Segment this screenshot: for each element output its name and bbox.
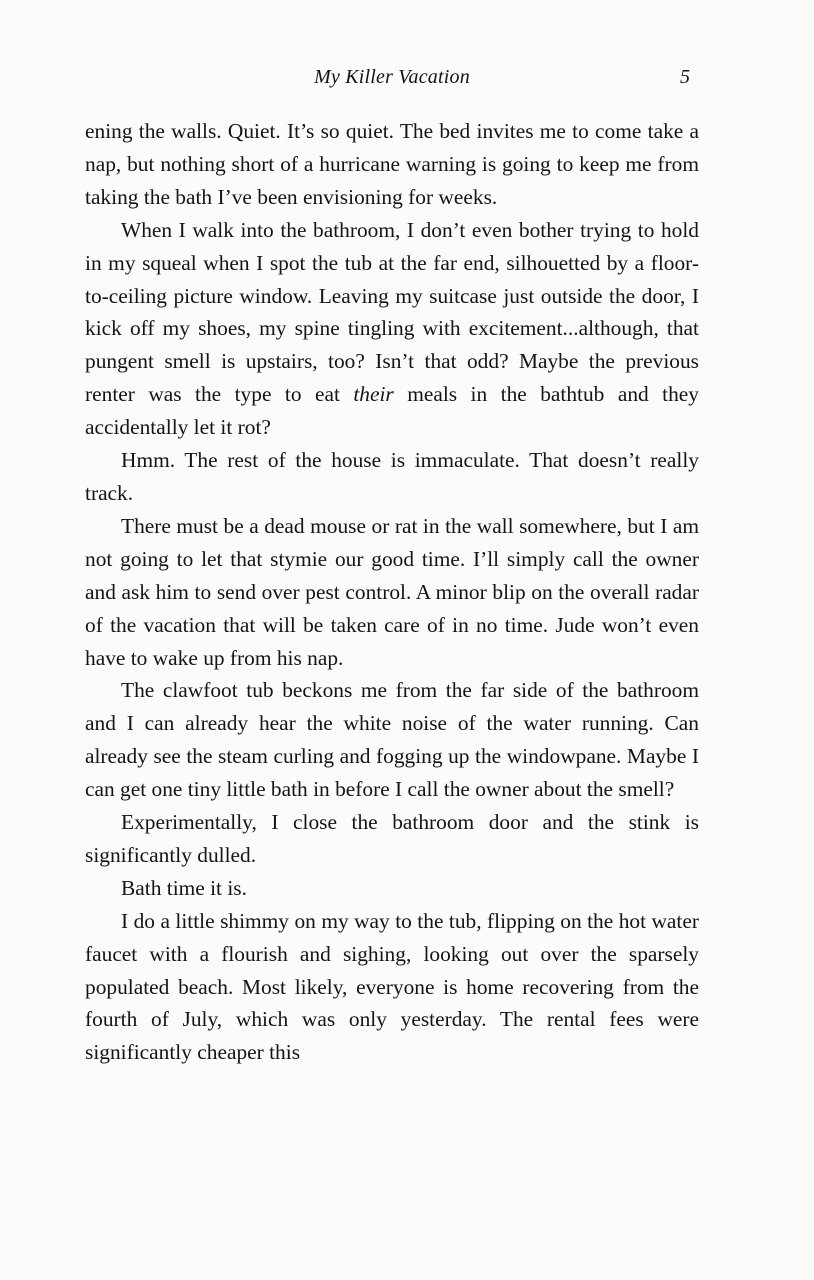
paragraph-continued (85, 115, 699, 214)
paragraph (85, 905, 699, 1070)
paragraph (85, 674, 699, 806)
paragraph (85, 214, 699, 444)
paragraph-text: There must be a dead mouse or rat in the wall somewhere, but I am not going to let that stymie our good time. I’ll simply call the owner and ask him to send over pest control. A minor blip on the overall radar of the vacation that will be taken care of in no time. Jude won’t even have to wake up from his nap. (85, 513, 699, 670)
book-title: My Killer Vacation (314, 66, 470, 88)
paragraph-text: The clawfoot tub beckons me from the far side of the bathroom and I can already hear the white noise of the water running. Can already see the steam curling and fogging up the windowpane. Maybe I can get one tiny little bath in before I call the owner about the smell? (85, 678, 699, 802)
paragraph-text: Bath time it is. (121, 875, 247, 900)
paragraph-text: Experimentally, I close the bathroom door and the stink is significantly dulled. (85, 810, 699, 867)
paragraph-text: ening the walls. Quiet. It’s so quiet. The bed invites me to come take a nap, but nothing short of a hurricane warning is going to keep me from taking the bath I’ve been envisioning for weeks. (85, 119, 699, 209)
paragraph (85, 872, 699, 905)
running-head (0, 62, 814, 92)
paragraph-text: meals in the bathtub and they accidentally let it rot? (85, 382, 699, 440)
paragraph-text: Hmm. The rest of the house is immaculate. That doesn’t really track. (85, 448, 699, 505)
paragraph (85, 806, 699, 872)
paragraph (85, 510, 699, 675)
emphasized-word: their (353, 382, 394, 407)
paragraph-text: When I walk into the bathroom, I don’t even bother trying to hold in my squeal when I spot the tub at the far end, silhouetted by a floor-to-ceiling picture window. Leaving my suitcase just outside the door, I kick off my shoes, my spine tingling with excitement...although, that pungent smell is upstairs, too? Isn’t that odd? Maybe the previous renter was the type to eat (85, 217, 699, 407)
page-number: 5 (680, 66, 690, 88)
body-text (85, 115, 699, 1069)
paragraph-text: I do a little shimmy on my way to the tub, flipping on the hot water faucet with a flourish and sighing, looking out over the sparsely populated beach. Most likely, everyone is home recovering from the fourth of July, which was only yesterday. The rental fees were significantly cheaper this (85, 908, 699, 1065)
paragraph (85, 444, 699, 510)
